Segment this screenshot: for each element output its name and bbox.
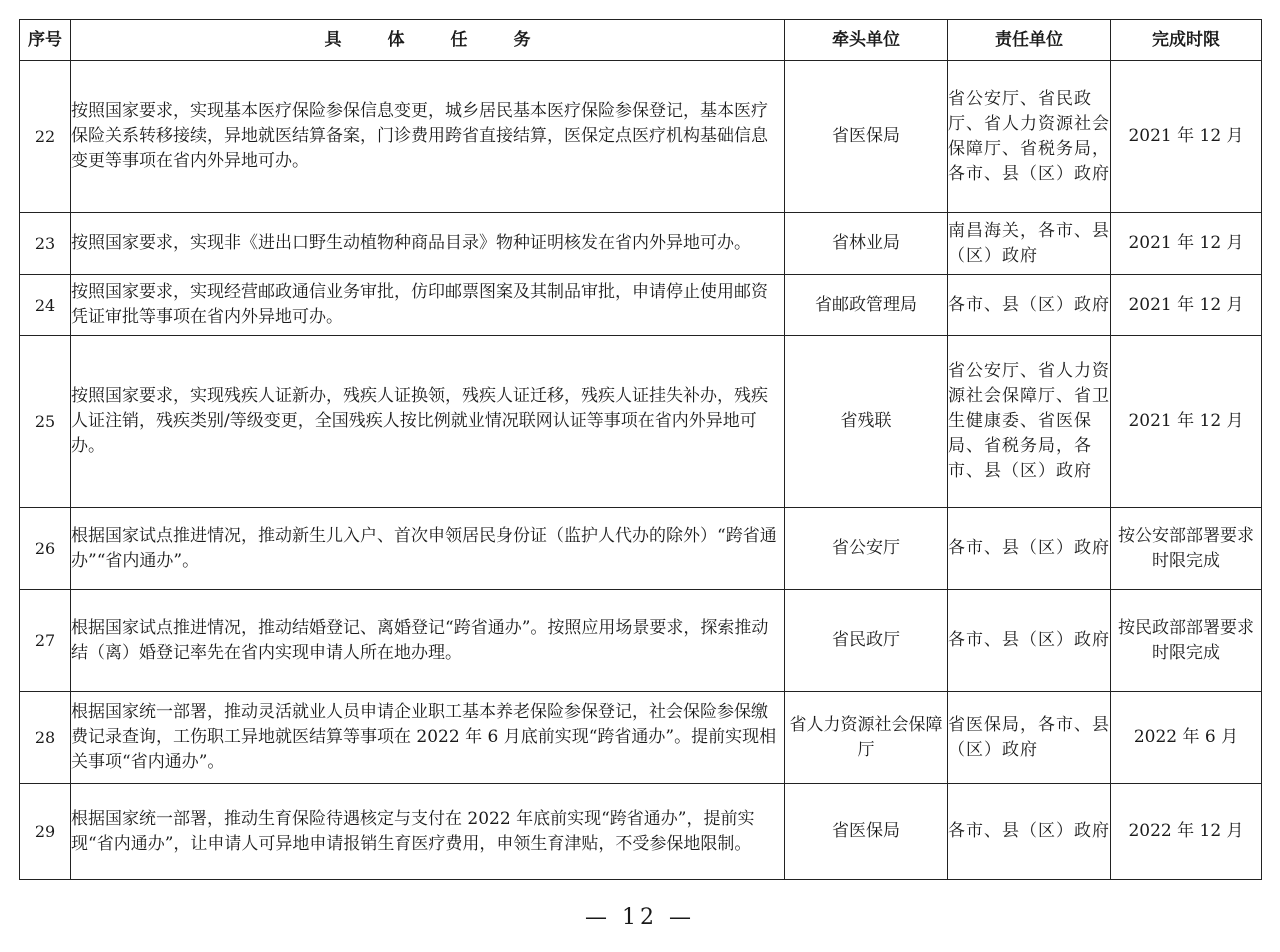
responsible-units: 省医保局，各市、县（区）政府 (948, 692, 1111, 784)
table-row (20, 336, 1262, 508)
table-row (20, 213, 1262, 275)
deadline: 2021 年 12 月 (1111, 61, 1262, 213)
table-row (20, 61, 1262, 213)
lead-unit: 省林业局 (785, 213, 948, 275)
deadline: 2021 年 12 月 (1111, 336, 1262, 508)
responsible-units: 南昌海关，各市、县（区）政府 (948, 213, 1111, 275)
deadline: 2021 年 12 月 (1111, 275, 1262, 336)
task-text: 根据国家统一部署，推动生育保险待遇核定与支付在 2022 年底前实现“跨省通办”，提前实现“省内通办”，让申请人可异地申请报销生育医疗费用，申领生育津贴，不受参保地限制。 (71, 784, 785, 880)
task-text: 按照国家要求，实现非《进出口野生动植物种商品目录》物种证明核发在省内外异地可办。 (71, 213, 785, 275)
deadline: 按公安部部署要求时限完成 (1111, 508, 1262, 590)
row-number: 29 (20, 784, 71, 880)
table-row (20, 508, 1262, 590)
table-row (20, 692, 1262, 784)
lead-unit: 省医保局 (785, 784, 948, 880)
header-resp: 责任单位 (948, 20, 1111, 61)
responsible-units: 各市、县（区）政府 (948, 275, 1111, 336)
row-number: 26 (20, 508, 71, 590)
page-number: — 12 — (585, 905, 695, 930)
table-row (20, 784, 1262, 880)
lead-unit: 省残联 (785, 336, 948, 508)
task-text: 根据国家试点推进情况，推动结婚登记、离婚登记“跨省通办”。按照应用场景要求，探索推动结（离）婚登记率先在省内实现申请人所在地办理。 (71, 590, 785, 692)
task-text: 按照国家要求，实现经营邮政通信业务审批，仿印邮票图案及其制品审批，申请停止使用邮资凭证审批等事项在省内外异地可办。 (71, 275, 785, 336)
header-time: 完成时限 (1111, 20, 1262, 61)
deadline: 按民政部部署要求时限完成 (1111, 590, 1262, 692)
task-table (19, 19, 1262, 880)
deadline: 2022 年 12 月 (1111, 784, 1262, 880)
header-no: 序号 (20, 20, 71, 61)
task-text: 按照国家要求，实现基本医疗保险参保信息变更，城乡居民基本医疗保险参保登记，基本医疗保险关系转移接续，异地就医结算备案，门诊费用跨省直接结算，医保定点医疗机构基础信息变更等事项在省内外异地可办。 (71, 61, 785, 213)
header-row (20, 20, 1262, 61)
lead-unit: 省医保局 (785, 61, 948, 213)
task-text: 根据国家试点推进情况，推动新生儿入户、首次申领居民身份证（监护人代办的除外）“跨省通办”“省内通办”。 (71, 508, 785, 590)
header-task (71, 20, 785, 61)
lead-unit: 省民政厅 (785, 590, 948, 692)
row-number: 28 (20, 692, 71, 784)
responsible-units: 各市、县（区）政府 (948, 784, 1111, 880)
deadline: 2021 年 12 月 (1111, 213, 1262, 275)
row-number: 27 (20, 590, 71, 692)
task-text: 按照国家要求，实现残疾人证新办，残疾人证换领，残疾人证迁移，残疾人证挂失补办，残疾人证注销，残疾类别/等级变更，全国残疾人按比例就业情况联网认证等事项在省内外异地可办。 (71, 336, 785, 508)
table-row (20, 275, 1262, 336)
row-number: 23 (20, 213, 71, 275)
row-number: 22 (20, 61, 71, 213)
responsible-units: 各市、县（区）政府 (948, 508, 1111, 590)
header-lead: 牵头单位 (785, 20, 948, 61)
table-row (20, 590, 1262, 692)
lead-unit: 省人力资源社会保障厅 (785, 692, 948, 784)
lead-unit: 省邮政管理局 (785, 275, 948, 336)
responsible-units: 省公安厅、省人力资源社会保障厅、省卫生健康委、省医保局、省税务局，各市、县（区）政府 (948, 336, 1111, 508)
header-task-label: 具体任务 (324, 29, 577, 50)
deadline: 2022 年 6 月 (1111, 692, 1262, 784)
lead-unit: 省公安厅 (785, 508, 948, 590)
task-text: 根据国家统一部署，推动灵活就业人员申请企业职工基本养老保险参保登记，社会保险参保缴费记录查询，工伤职工异地就医结算等事项在 2022 年 6 月底前实现“跨省通办”。提前实现相关事项“省内通办”。 (71, 692, 785, 784)
row-number: 25 (20, 336, 71, 508)
responsible-units: 各市、县（区）政府 (948, 590, 1111, 692)
responsible-units: 省公安厅、省民政厅、省人力资源社会保障厅、省税务局，各市、县（区）政府 (948, 61, 1111, 213)
row-number: 24 (20, 275, 71, 336)
